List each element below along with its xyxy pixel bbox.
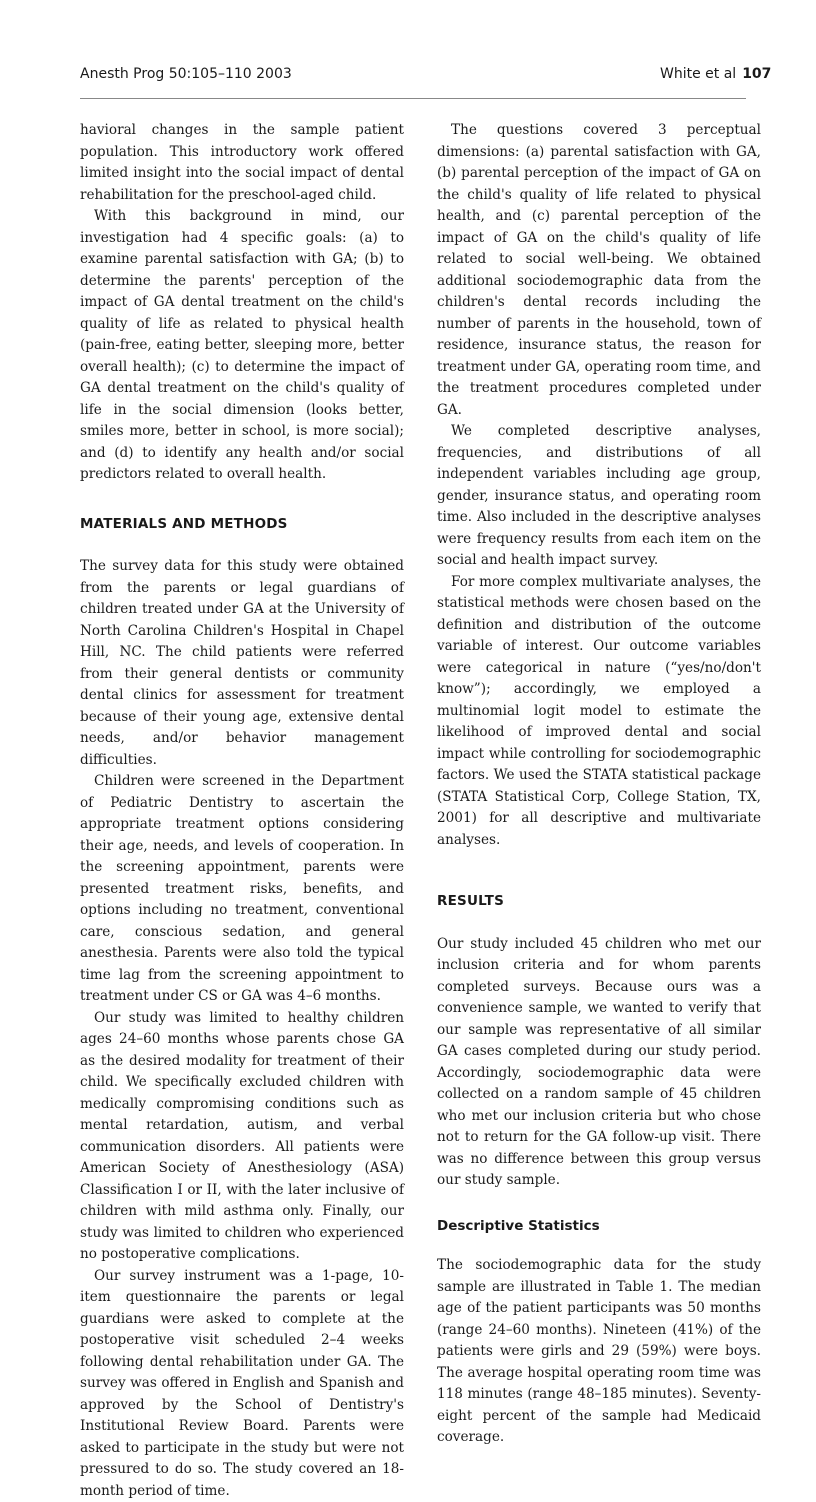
- paragraph: Children were screened in the Department of Pediatric Dentistry to ascertain the appropriate treatment options considering their age, needs, and levels of cooperation. In the screening appointment, parents were presented treatment risks, benefits, and options including no treatment, conventional care, conscious sedation, and general anesthesia. Parents were also told the typical time lag from the screening appointment to treatment under CS or GA was 4–6 months.: [80, 771, 404, 1008]
- subsection-heading: Descriptive Statistics: [437, 1216, 761, 1238]
- paragraph: The survey data for this study were obtained from the parents or legal guardians of children treated under GA at the University of North Carolina Children's Hospital in Chapel Hill, NC. The child patients were referred from their general dentists or community dental clinics for assessment for treatment because of their young age, extensive dental needs, and/or behavior management difficulties.: [80, 556, 404, 771]
- paragraph: Our survey instrument was a 1-page, 10-item questionnaire the parents or legal guardians were asked to complete at the postoperative visit scheduled 2–4 weeks following dental rehabilitation under GA. The survey was offered in English and Spanish and approved by the School of Dentistry's Institutional Review Board. Parents were asked to participate in the study but were not pressured to do so. The study covered an 18-month period of time.: [80, 1266, 404, 1502]
- paragraph: havioral changes in the sample patient population. This introductory work offered limited insight into the social impact of dental rehabilitation for the preschool-aged child.: [80, 120, 404, 206]
- header-rule: [80, 98, 746, 99]
- paragraph: Our study was limited to healthy children ages 24–60 months whose parents chose GA as the desired modality for treatment of their child. We specifically excluded children with medically compromising conditions such as mental retardation, autism, and verbal communication disorders. All patients were American Society of Anesthesiology (ASA) Classification I or II, with the later inclusive of children with mild asthma only. Finally, our study was limited to children who experienced no postoperative complications.: [80, 1008, 404, 1266]
- paragraph: The questions covered 3 perceptual dimensions: (a) parental satisfaction with GA, (b) parental perception of the impact of GA on the child's quality of life related to physical health, and (c) parental perception of the impact of GA on the child's quality of life related to social well-being. We obtained additional sociodemographic data from the children's dental records including the number of parents in the household, town of residence, insurance status, the reason for treatment under GA, operating room time, and the treatment procedures completed under GA.: [437, 120, 761, 421]
- left-column: [80, 120, 404, 1502]
- page-number: 107: [742, 66, 771, 82]
- paragraph: Our study included 45 children who met our inclusion criteria and for whom parents completed surveys. Because ours was a convenience sample, we wanted to verify that our sample was representative of all similar GA cases completed during our study period. Accordingly, sociodemographic data were collected on a random sample of 45 children who met our inclusion criteria but who chose not to return for the GA follow-up visit. There was no difference between this group versus our study sample.: [437, 934, 761, 1192]
- journal-citation: Anesth Prog 50:105–110 2003: [80, 66, 292, 82]
- paragraph: With this background in mind, our investigation had 4 specific goals: (a) to examine parental satisfaction with GA; (b) to determine the parents' perception of the impact of GA dental treatment on the child's quality of life as related to physical health (pain-free, eating better, sleeping more, better overall health); (c) to determine the impact of GA dental treatment on the child's quality of life in the social dimension (looks better, smiles more, better in school, is more social); and (d) to identify any health and/or social predictors related to overall health.: [80, 206, 404, 486]
- section-heading-results: RESULTS: [437, 891, 761, 913]
- paragraph: For more complex multivariate analyses, the statistical methods were chosen based on the definition and distribution of the outcome variable of interest. Our outcome variables were categorical in nature (“yes/no/don't know”); accordingly, we employed a multinomial logit model to estimate the likelihood of improved dental and social impact while controlling for sociodemographic factors. We used the STATA statistical package (STATA Statistical Corp, College Station, TX, 2001) for all descriptive and multivariate analyses.: [437, 572, 761, 852]
- paragraph: We completed descriptive analyses, frequencies, and distributions of all independent variables including age group, gender, insurance status, and operating room time. Also included in the descriptive analyses were frequency results from each item on the social and health impact survey.: [437, 421, 761, 572]
- running-header: [0, 66, 816, 90]
- paragraph: The sociodemographic data for the study sample are illustrated in Table 1. The median age of the patient participants was 50 months (range 24–60 months). Nineteen (41%) of the patients were girls and 29 (59%) were boys. The average hospital operating room time was 118 minutes (range 48–185 minutes). Seventy-eight percent of the sample had Medicaid coverage.: [437, 1255, 761, 1449]
- right-column: [437, 120, 761, 1449]
- running-authors: White et al: [660, 66, 736, 82]
- author-page: [660, 66, 771, 82]
- section-heading-methods: MATERIALS AND METHODS: [80, 514, 404, 536]
